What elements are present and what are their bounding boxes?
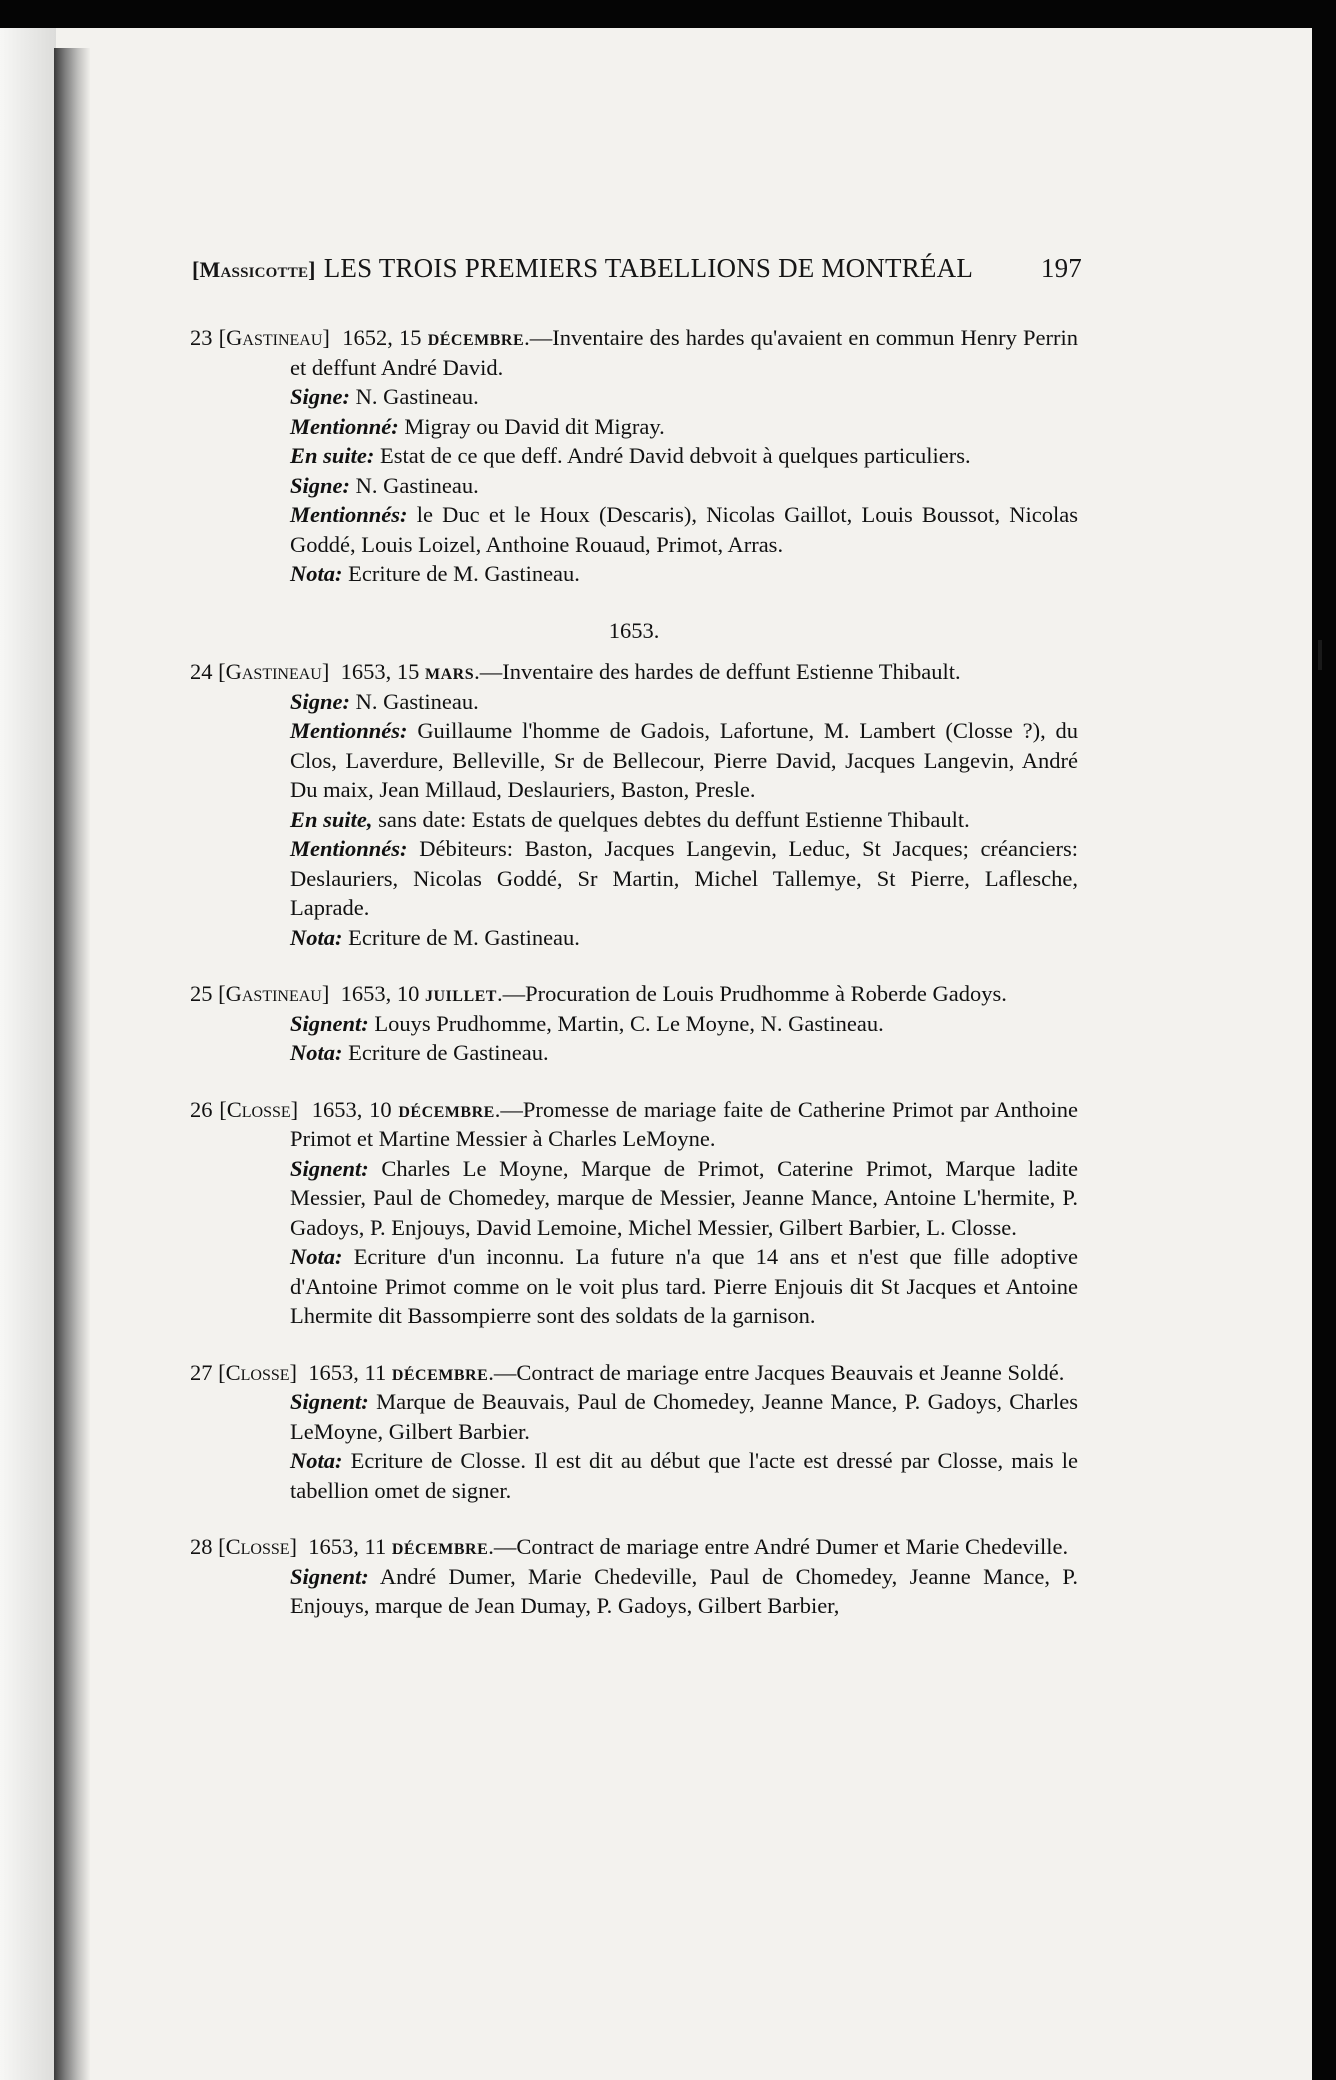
entry-description: .—Procuration de Louis Prudhomme à Roberde Gadoys.	[496, 981, 1007, 1006]
entry-line	[190, 716, 1078, 805]
line-label: Signe:	[290, 472, 351, 498]
entry-date: 1653, 11	[308, 1359, 387, 1385]
entry-description: .—Promesse de mariage faite de Catherine Primot par Anthoine Primot et Martine Messier à Charles LeMoyne.	[290, 1096, 1079, 1151]
entry-date: 1653, 15	[340, 659, 420, 684]
line-text: Ecriture de M. Gastineau.	[342, 561, 580, 586]
line-label: Nota:	[290, 1244, 343, 1269]
entry-date: 1653, 10	[340, 981, 420, 1006]
page-sheet	[0, 28, 1312, 2080]
line-label: Nota:	[290, 561, 343, 586]
entry-date: 1653, 11	[308, 1534, 387, 1559]
line-text: Ecriture de Closse. Il est dit au début que l'acte est dressé par Closse, mais le tabellion omet de signer.	[290, 1448, 1078, 1503]
entry-number: 25	[190, 981, 213, 1006]
entry-date: 1653, 10	[311, 1096, 392, 1122]
entry-24	[190, 657, 1078, 952]
entry-month: décembre	[391, 1534, 489, 1559]
running-title: LES TROIS PREMIERS TABELLIONS DE MONTRÉAL	[323, 253, 974, 283]
entry-month: décembre	[391, 1359, 489, 1385]
entry-notary: [Closse]	[219, 1096, 299, 1122]
line-text: Migray ou David dit Migray.	[398, 413, 665, 439]
entry-notary: [Gastineau]	[218, 325, 330, 350]
entry-line	[190, 471, 1078, 501]
line-label: Mentionnés:	[290, 836, 408, 861]
line-label: Signent:	[290, 1155, 369, 1181]
entry-heading	[190, 1095, 1078, 1154]
entry-line	[190, 382, 1078, 412]
entry-line	[190, 1009, 1078, 1039]
entry-description: .—Inventaire des hardes qu'avaient en commun Henry Perrin et deffunt André David.	[290, 325, 1079, 380]
entry-number: 28	[190, 1534, 213, 1559]
line-text: N. Gastineau.	[350, 688, 479, 714]
line-text: Ecriture de Gastineau.	[342, 1040, 549, 1065]
text-block	[190, 323, 1078, 1648]
line-label: Nota:	[290, 1040, 343, 1065]
entry-line	[190, 1242, 1078, 1331]
entry-description: .—Contract de mariage entre André Dumer et Marie Chedeville.	[488, 1534, 1069, 1559]
line-text: le Duc et le Houx (Descaris), Nicolas Gaillot, Louis Boussot, Nicolas Goddé, Louis Loizel, Anthoine Rouaud, Primot, Arras.	[290, 502, 1078, 557]
entry-28	[190, 1532, 1078, 1621]
line-label: Signe:	[290, 688, 351, 714]
entry-number: 26	[190, 1096, 213, 1122]
entry-line	[190, 687, 1078, 717]
entry-month: mars	[424, 659, 475, 684]
line-text: Marque de Beauvais, Paul de Chomedey, Jeanne Mance, P. Gadoys, Charles LeMoyne, Gilbert Barbier.	[290, 1389, 1078, 1444]
author-tag: [Massicotte]	[192, 257, 316, 282]
line-label: En suite:	[290, 443, 375, 468]
line-label: Signe:	[290, 384, 351, 409]
entry-date: 1652, 15	[342, 325, 422, 350]
entry-notary: [Gastineau]	[218, 659, 330, 684]
entry-25	[190, 979, 1078, 1068]
entry-heading	[190, 1358, 1078, 1388]
entry-line	[190, 1446, 1078, 1505]
entry-27	[190, 1358, 1078, 1506]
line-text: Débiteurs: Baston, Jacques Langevin, Leduc, St Jacques; créanciers: Deslauriers, Nicolas Goddé, Sr Martin, Michel Tallemye, St Pierre, Laflesche, Laprade.	[290, 836, 1078, 920]
line-text: N. Gastineau.	[350, 472, 479, 498]
entry-description: .—Contract de mariage entre Jacques Beauvais et Jeanne Soldé.	[488, 1359, 1065, 1385]
line-text: Louys Prudhomme, Martin, C. Le Moyne, N. Gastineau.	[368, 1010, 884, 1036]
entry-line	[190, 1387, 1078, 1446]
page-left-edge	[0, 28, 56, 2080]
year-heading: 1653.	[608, 617, 660, 643]
line-label: Signent:	[290, 1563, 369, 1589]
line-label: Mentionnés:	[290, 502, 408, 527]
entry-month: décembre	[398, 1096, 495, 1122]
running-header-left	[192, 253, 973, 284]
entry-month: décembre	[427, 325, 525, 350]
line-label: Nota:	[290, 1448, 343, 1473]
entry-line	[190, 805, 1078, 835]
line-label: Signent:	[290, 1010, 369, 1036]
entry-line	[190, 1154, 1078, 1243]
line-text: sans date: Estats de quelques debtes du deffunt Estienne Thibault.	[372, 806, 970, 832]
entry-23	[190, 323, 1078, 589]
line-label: Signent:	[290, 1389, 369, 1414]
entry-notary: [Closse]	[218, 1534, 298, 1559]
entry-line	[190, 559, 1078, 589]
entry-line	[190, 923, 1078, 953]
line-label: Mentionné:	[290, 413, 399, 439]
entry-line	[190, 834, 1078, 923]
entry-heading	[190, 979, 1078, 1009]
entry-notary: [Closse]	[218, 1359, 298, 1385]
line-label: En suite,	[290, 806, 373, 832]
entry-heading	[190, 323, 1078, 382]
running-header	[192, 253, 1082, 284]
line-text: André Dumer, Marie Chedeville, Paul de Chomedey, Jeanne Mance, P. Enjouys, marque de Jean Dumay, P. Gadoys, Gilbert Barbier,	[290, 1563, 1078, 1618]
entry-line	[190, 441, 1078, 471]
line-text: Ecriture d'un inconnu. La future n'a que 14 ans et n'est que fille adoptive d'Antoine Primot comme on le voit plus tard. Pierre Enjouis dit St Jacques et Antoine Lhermite dit Bassompierre sont des soldats de la garnison.	[290, 1244, 1078, 1328]
entry-heading	[190, 1532, 1078, 1562]
line-text: Ecriture de M. Gastineau.	[342, 924, 580, 950]
entry-line	[190, 1038, 1078, 1068]
entry-line	[190, 1562, 1078, 1621]
line-label: Mentionnés:	[290, 718, 408, 743]
line-text: N. Gastineau.	[350, 384, 479, 409]
line-label: Nota:	[290, 924, 343, 950]
entry-number: 23	[190, 325, 213, 350]
line-text: Charles Le Moyne, Marque de Primot, Caterine Primot, Marque ladite Messier, Paul de Chomedey, marque de Messier, Jeanne Mance, Antoine L'hermite, P. Gadoys, P. Enjouys, David Lemoine, Michel Messier, Gilbert Barbier, L. Closse.	[290, 1155, 1078, 1240]
entry-line	[190, 412, 1078, 442]
scan-edge-mark	[1318, 640, 1322, 670]
binding-shadow	[54, 48, 90, 2080]
entry-number: 27	[190, 1359, 213, 1385]
page-number: 197	[1040, 253, 1082, 283]
entry-26	[190, 1095, 1078, 1331]
entry-month: juillet	[424, 981, 497, 1006]
line-text: Estat de ce que deff. André David debvoit à quelques particuliers.	[374, 443, 971, 468]
entry-heading	[190, 657, 1078, 687]
entry-number: 24	[190, 659, 213, 684]
entry-description: .—Inventaire des hardes de deffunt Estienne Thibault.	[474, 659, 961, 684]
entry-line	[190, 500, 1078, 559]
line-text: Guillaume l'homme de Gadois, Lafortune, M. Lambert (Closse ?), du Clos, Laverdure, Belleville, Sr de Bellecour, Pierre David, Jacques Langevin, André Du maix, Jean Millaud, Deslauriers, Baston, Presle.	[290, 718, 1078, 802]
entry-notary: [Gastineau]	[218, 981, 330, 1006]
